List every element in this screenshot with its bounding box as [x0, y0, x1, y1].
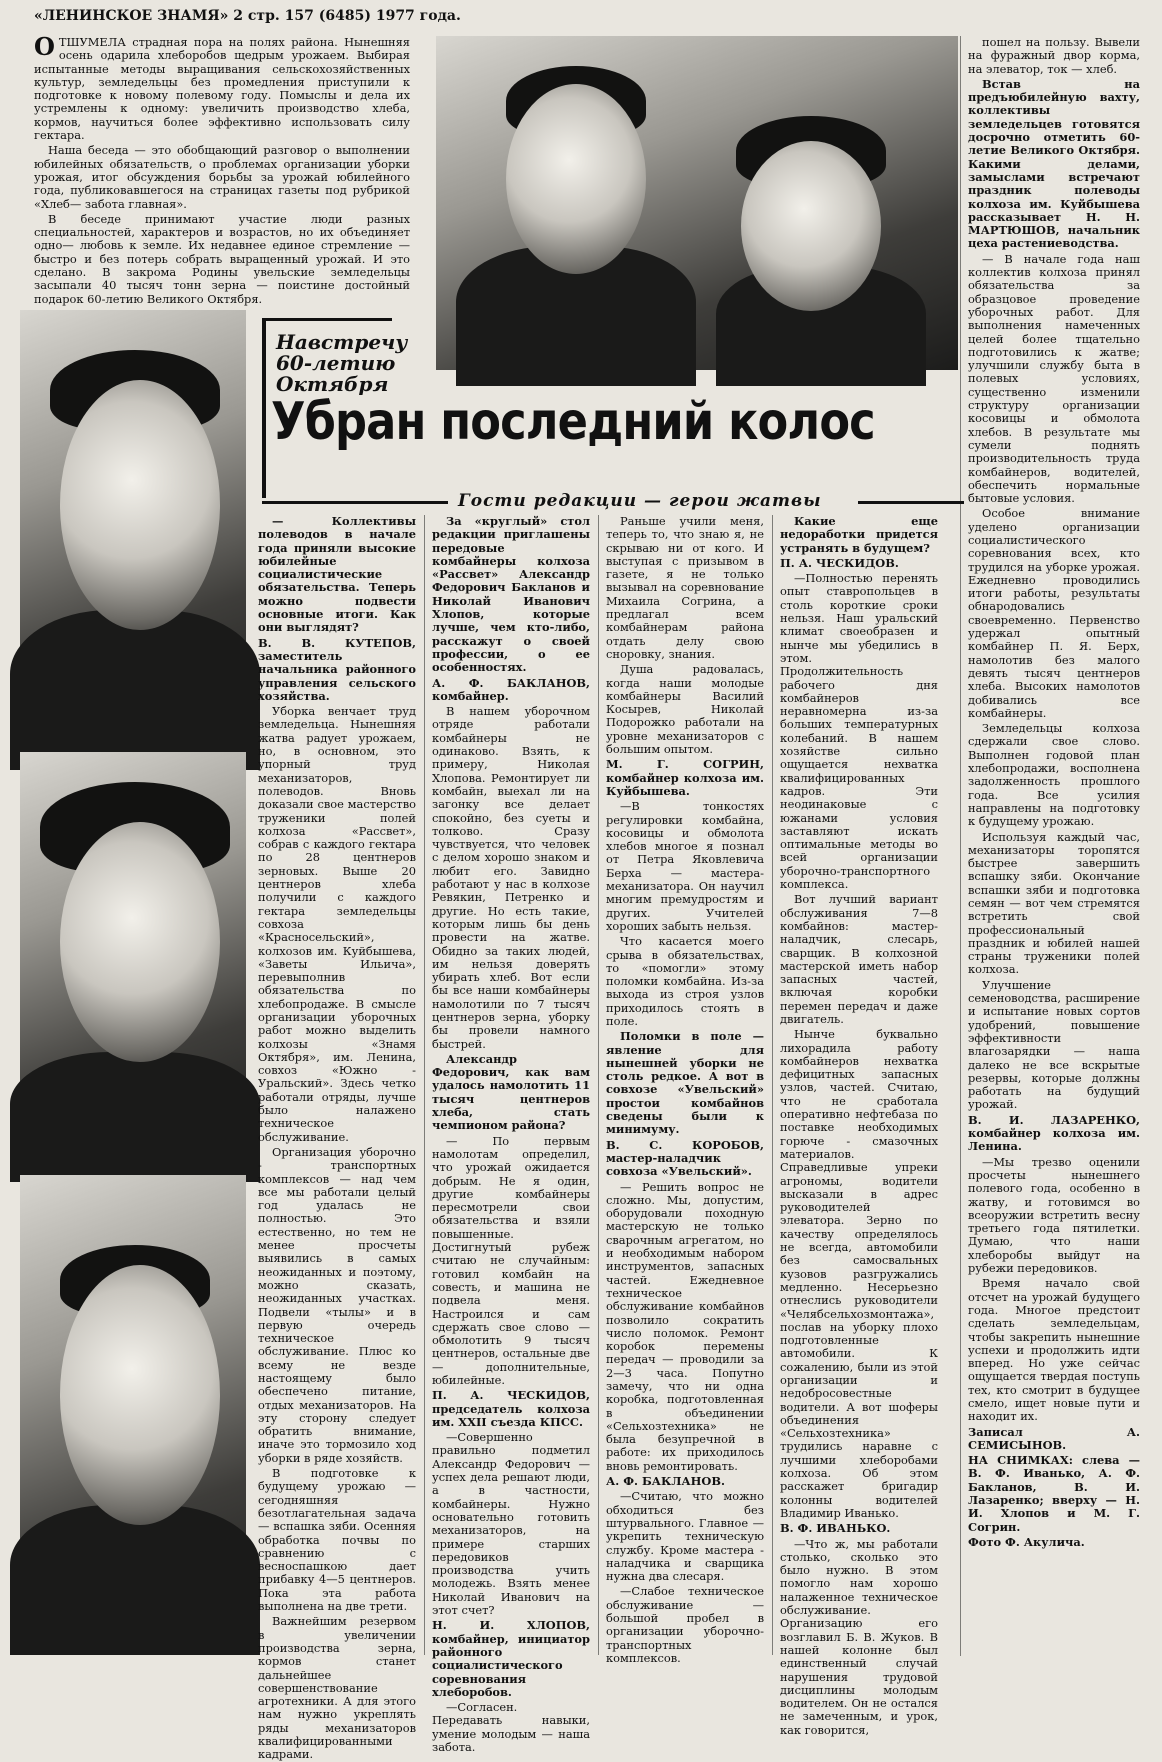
paragraph: — Решить вопрос не сложно. Мы, допустим, оборудовали походную мастерскую не только сварочным агрегатом, но и необходимым набором инструментов, запасных частей. Ежедневное техническое обслуживание комбайнов позволило сократить число поломок. Ремонт коробок перемены передач — проводили за 2—3 часа. Попутно замечу, что ни одна коробка, подготовленная в объединении «Сельхозтехника» не была безупречной в работе: их приходилось вновь ремонтировать. — [606, 1179, 764, 1473]
byline: В. И. ЛАЗАРЕНКО, комбайнер колхоза им. Ленина. — [968, 1112, 1140, 1154]
paragraph: — В начале года наш коллектив колхоза принял обязательства за образцовое проведение уборочных работ. Для выполнения намеченных целей более тщательно подготовились к жатве; улучшили службу быта в полевых условиях, существенно изменили структуру организации косовицы и обмолота хлебов. В результате мы сумели поднять производительность труда комбайнеров, водителей, обеспечить нормальные бытовые условия. — [968, 251, 1140, 506]
paragraph: —Совершенно правильно подметил Александр Федорович — успех дела решают люди, а в частности, комбайнеры. Нужно основательно готовить механизаторов, на примере старших передовиков производства учить молодежь. Взять менее Николай Иванович на этот счет? — [432, 1430, 590, 1618]
byline: В. Ф. ИВАНЬКО. — [780, 1521, 891, 1536]
paragraph: —Слабое техническое обслуживание — большой пробел в организации уборочно-транспортных комплексов. — [606, 1584, 764, 1665]
article-column-1 — [258, 514, 416, 1762]
headline: Убран последний колос — [271, 392, 875, 452]
paragraph: —Что ж, мы работали столько, сколько это было нужно. В этом помогло нам хорошо налаженное техническое обслуживание. Организацию его возглавил Б. В. Жуков. В нашей колонне был единственный случай нарушения трудовой дисциплины молодым водителем. Он не остался не замеченным, и урок, как говорится, — [780, 1536, 938, 1737]
paragraph: В нашем уборочном отряде работали комбайнеры не одинаково. Взять, к примеру, Николая Хлопова. Ремонтирует ли комбайн, выехал ли на загонку все делает спокойно, без суеты и толково. Сразу чувствуется, что человек с делом хорошо знаком и любит его. Завидно работают у нас в колхозе Ревякин, Петренко и другие. Но есть такие, которым лишь бы день провести на жатве. Обидно за таких людей, им нельзя доверять убирать хлеб. Вот если бы все наши комбайнеры намолотили по 7 тысяч центнеров зерна, уборку бы провели намного быстрей. — [432, 704, 590, 1051]
paragraph: Нынче буквально лихорадила работу комбайнеров нехватка дефицитных запасных узлов, частей. Считаю, что не сработала оперативно нефтебаза по поставке необходимых горюче - смазочных материалов. Справедливые упреки агрономы, водители высказали в адрес руководителей элеватора. Зерно по качеству определялось не всегда, автомобили без самосвальных кузовов разгружались медленно. Несерьезно отнеслись руководители «Челябсельхозмонтажа», послав на уборку плохо подготовленные автомобили. К сожалению, были из этой организации и недобросовестные водители. А вот шоферы объединения «Сельхозтехника» трудились наравне с лучшими хлеборобами колхоза. Об этом расскажет бригадир колонны водителей Владимир Иванько. — [780, 1027, 938, 1520]
question: — Коллективы полеводов в начале года приняли высокие юбилейные социалистические обязательства. Теперь можно подвести основные итоги. Как они выглядят? — [258, 514, 416, 635]
photo-top-hlopov-sogrin — [436, 36, 958, 370]
paragraph: В подготовке к будущему урожаю — сегодняшняя безотлагательная задача — вспашка зяби. Осенняя обработка почвы по сравнению с весноспашкою дает прибавку 4—5 центнеров. Пока эта работа выполнена на две трети. — [258, 1466, 416, 1614]
byline: Записал А. СЕМИСЫНОВ. — [968, 1424, 1140, 1452]
column-divider — [424, 515, 425, 1655]
kicker-line: 60-летию — [276, 351, 396, 375]
drop-cap: О — [34, 32, 55, 61]
paragraph: — По первым намолотам определил, что урожай ожидается добрым. Не я один, другие комбайнеры пересмотрели свои обязательства и взяли повышенные. Достигнутый рубеж считаю не случайным: готовил комбайн на совесть, и машина не подвела меня. Настроился и сам сдержать свое слово — обмолотить 9 тысяч центнеров, остальные две — дополнительные, юбилейные. — [432, 1133, 590, 1387]
column-divider — [960, 36, 961, 1656]
headline-frame-left — [262, 318, 266, 498]
paragraph: Что касается моего срыва в обязательствах, то «помогли» этому поломки комбайна. Из-за выхода из строя узлов приходилось стоять в поле. — [606, 934, 764, 1028]
article-column-2 — [432, 514, 590, 1755]
photo-left-ivanko — [20, 310, 246, 750]
paragraph: Особое внимание уделено организации социалистического соревнования всех, кто трудился на уборке урожая. Ежедневно проводились итоги работы, результаты обнародовались своевременно. Первенство удержал опытный комбайнер П. Я. Берх, намолотив без малого девять тысяч центнеров хлеба. Высоких намолотов добивались все комбайнеры. — [968, 506, 1140, 720]
question: За «круглый» стол редакции приглашены передовые комбайнеры колхоза «Рассвет» Александр Федорович Бакланов и Николай Иванович Хлопов, которые лучше, чем кто-либо, расскажут о своей профессии, о ее особенностях. — [432, 514, 590, 675]
byline: НА СНИМКАХ: слева — В. Ф. Иванько, А. Ф. Бакланов, В. И. Лазаренко; вверху — Н. И. Хлопов и М. Г. Согрин. — [968, 1453, 1140, 1534]
paragraph: —Полностью перенять опыт ставропольцев в столь короткие сроки нельзя. Наш уральский климат своеобразен и нынче мы убедились в этом. Продолжительность рабочего дня комбайнеров неравномерна из-за больших температурных колебаний. В нашем хозяйстве сильно ощущается нехватка квалифицированных кадров. Эти неодинаковые с южанами условия заставляют искать оптимальные методы во всей организации уборочно-транспортного комплекса. — [780, 571, 938, 892]
kicker — [276, 332, 407, 395]
subheadline-rule-right — [858, 501, 964, 504]
article-column-5 — [968, 36, 1140, 1656]
subheadline-row — [262, 491, 964, 511]
byline: А. Ф. БАКЛАНОВ. — [606, 1474, 725, 1489]
byline: В. В. КУТЕПОВ, заместитель начальника районного управления сельского хозяйства. — [258, 635, 416, 703]
byline: П. А. ЧЕСКИДОВ. — [780, 555, 899, 570]
article-column-3 — [606, 514, 764, 1665]
paragraph: Организация уборочно - транспортных комплексов — над чем все мы работали целый год удалась не полностью. Это естественно, но тем не менее просчеты выявились в самых неожиданных и поэтому, можно сказать, неожиданных участках. Подвели «тылы» и в первую очередь техническое обслуживание. Плюс ко всему не везде настоящему было обеспечено питание, отдых механизаторов. На эту сторону следует обратить внимание, иначе это тормозило ход уборки в ряде хозяйств. — [258, 1144, 416, 1465]
paragraph: Время начало свой отсчет на урожай будущего года. Многое предстоит сделать земледельцам, чтобы закрепить нынешние успехи и продолжить идти вперед. Но уже сейчас ощущается твердая поступь тех, кто смотрит в будущее смело, ищет новые пути и находит их. — [968, 1276, 1140, 1424]
byline: П. А. ЧЕСКИДОВ, председатель колхоза им. XXII съезда КПСС. — [432, 1388, 590, 1429]
photo-left-lazarenko — [20, 1175, 246, 1647]
byline: Фото Ф. Акулича. — [968, 1534, 1085, 1549]
headline-frame-top — [262, 318, 392, 321]
byline: А. Ф. БАКЛАНОВ, комбайнер. — [432, 675, 590, 703]
byline: Н. И. ХЛОПОВ, комбайнер, инициатор районного социалистического соревнования хлеборобов. — [432, 1618, 590, 1699]
paragraph: пошел на пользу. Вывели на фуражный двор корма, на элеватор, ток — хлеб. — [968, 35, 1140, 76]
intro-text — [34, 32, 410, 306]
intro-paragraph: ТШУМЕЛА страдная пора на полях района. Нынешняя осень одарила хлеборобов щедрым урожаем. Выбирая испытанные методы выращивания сельскохозяйственных культур, земледельцы без промедления приступили к подготовке к новому полевому году. Помыслы и дела их устремлены к одному: увеличить производство хлеба, кормов, научиться более эффективно использовать силу гектара. — [34, 35, 410, 143]
paragraph: —Согласен. Передавать навыки, умение молодым — наша забота. — [432, 1700, 590, 1755]
intro-paragraph: В беседе принимают участие люди разных специальностей, характеров и возрастов, но их объединяет одно— любовь к земле. Их недавнее единое стремление — быстро и без потерь собрать выращенный урожай. И это сделано. В закрома Родины увельские земледельцы засыпали 40 тысяч тонн зерна — поистине достойный подарок 60-летию Великого Октября. — [34, 211, 410, 306]
subheadline-rule-left — [262, 501, 448, 504]
paragraph: Земледельцы колхоза сдержали свое слово. Выполнен годовой план хлебопродажи, восполнена задолженность прошлого года. Все усилия направлены на подготовку к будущему урожаю. — [968, 721, 1140, 829]
paragraph: Уборка венчает труд земледельца. Нынешняя жатва радует урожаем, но, в основном, это упорный труд механизаторов, полеводов. Вновь доказали свое мастерство труженики полей колхоза «Рассвет», собрав с каждого гектара по 28 центнеров зерновых. Выше 20 центнеров хлеба получили с каждого гектара земледельцы совхоза «Красносельский», колхозов им. Куйбышева, «Заветы Ильича», перевыполнив обязательства по хлебопродаже. В смысле организации уборочных работ можно выделить колхозы «Знамя Октября», им. Ленина, совхоз «Южно - Уральский». Здесь четко работали отряды, лучше было налажено техническое обслуживание. — [258, 704, 416, 1144]
question: Встав на предъюбилейную вахту, коллективы земледельцев готовятся досрочно отметить 60-летие Великого Октября. Какими делами, замыслами встречают праздник полеводы колхоза им. Куйбышева рассказывает Н. Н. МАРТЮШОВ, начальник цеха растениеводства. — [968, 76, 1140, 251]
kicker-line: Навстречу — [276, 330, 408, 354]
kicker-line: Октября — [276, 372, 389, 396]
question: Александр Федорович, как вам удалось намолотить 11 тысяч центнеров хлеба, стать чемпионом района? — [432, 1051, 590, 1133]
paragraph: Важнейшим резервом в увеличении производства зерна, кормов станет дальнейшее совершенствование агротехники. А для этого нам нужно укреплять ряды механизаторов квалифицированными кадрами. — [258, 1614, 416, 1762]
article-column-4 — [780, 514, 938, 1737]
question: Поломки в поле —явление для нынешней уборки не столь редкое. А вот в совхозе «Увельский» простои комбайнов сведены были к минимуму. — [606, 1029, 764, 1137]
column-divider — [772, 515, 773, 1655]
photo-left-baklanov — [20, 752, 246, 1170]
byline: В. С. КОРОБОВ, мастер-наладчик совхоза «Увельский». — [606, 1137, 764, 1179]
paragraph: —В тонкостях регулировки комбайна, косовицы и обмолота хлебов многое я познал от Петра Яковлевича Берха — мастера-механизатора. Он научил многим премудростям и других. Учителей хороших забыть нельзя. — [606, 799, 764, 933]
paragraph: —Считаю, что можно обходиться без штурвального. Главное — укрепить техническую службу. Кроме мастера - наладчика и сварщика нужна два слесаря. — [606, 1489, 764, 1584]
paragraph: Раньше учили меня, теперь то, что знаю я, не скрываю ни от кого. И выступая с призывом в газете, я не только вызывал на соревнование Михаила Согрина, а предлагал всем комбайнерам района отдать делу свою сноровку, знания. — [606, 514, 764, 661]
subheadline: Гости редакции — герои жатвы — [458, 491, 822, 511]
paragraph: —Мы трезво оценили просчеты нынешнего полевого года, особенно в жатву, и готовимся во всеоружии встретить весну третьего года пятилетки. Думаю, что наши хлеборобы выйдут на рубежи передовиков. — [968, 1154, 1140, 1276]
question: Какие еще недоработки придется устранять в будущем? — [780, 514, 938, 555]
page-header: «ЛЕНИНСКОЕ ЗНАМЯ» 2 стр. 157 (6485) 1977 года. — [34, 8, 461, 24]
paragraph: Улучшение семеноводства, расширение и испытание новых сортов удобрений, повышение эффективности влагозарядки — наша далеко не все вскрытые резервы, которые должны работать на будущий урожай. — [968, 977, 1140, 1112]
intro-paragraph: Наша беседа — это обобщающий разговор о выполнении юбилейных обязательств, о проблемах организации уборки урожая, итог обсуждения борьбы за урожай юбилейного года, публиковавшегося на страницах газеты под рубрикой «Хлеб— забота главная». — [34, 143, 410, 211]
byline: М. Г. СОГРИН, комбайнер колхоза им. Куйбышева. — [606, 757, 764, 798]
paragraph: Вот лучший вариант обслуживания 7—8 комбайнов: мастер-наладчик, слесарь, сварщик. В колхозной мастерской иметь набор запасных частей, включая коробки перемен передач и даже двигатель. — [780, 892, 938, 1026]
column-divider — [598, 515, 599, 1655]
paragraph: Душа радовалась, когда наши молодые комбайнеры Василий Косырев, Николай Подорожко работали на уровне механизаторов с большим опытом. — [606, 662, 764, 757]
paragraph: Используя каждый час, механизаторы торопятся быстрее завершить вспашку зяби. Окончание вспашки зяби и подготовка семян — вот чем стремятся встретить свой профессиональный праздник и юбилей нашей страны труженики полей колхоза. — [968, 829, 1140, 977]
